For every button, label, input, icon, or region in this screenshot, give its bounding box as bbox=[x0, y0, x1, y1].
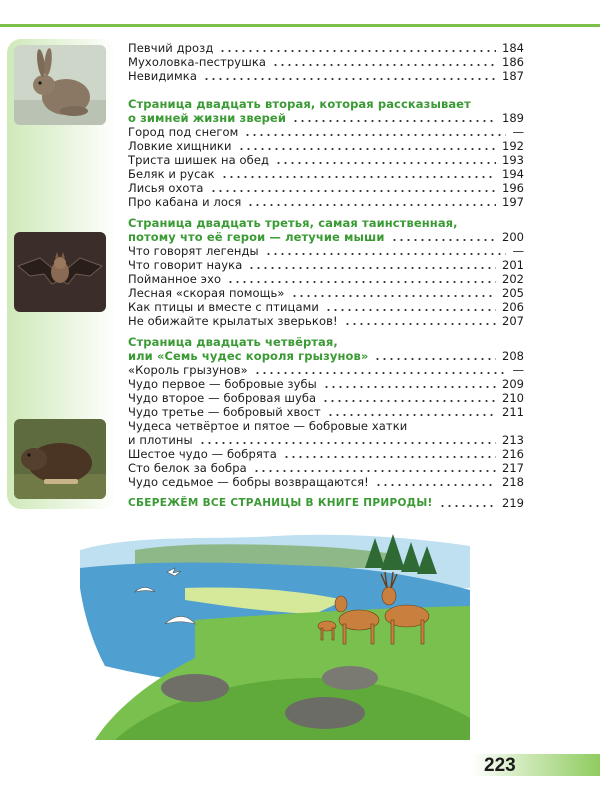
toc-page-number: 200 bbox=[502, 230, 524, 244]
toc-section-heading bbox=[128, 335, 524, 349]
toc-title: Шестое чудо — бобрята bbox=[128, 447, 277, 461]
toc-title: Страница двадцать четвёртая, bbox=[128, 335, 338, 349]
toc-item bbox=[128, 167, 524, 181]
toc-title: и плотины bbox=[128, 433, 193, 447]
toc-dot-leader bbox=[253, 461, 496, 475]
toc-page-number: — bbox=[512, 125, 524, 139]
toc-page-number: 192 bbox=[502, 139, 524, 153]
toc-dot-leader bbox=[227, 272, 496, 286]
toc-item bbox=[128, 391, 524, 405]
toc-dot-leader bbox=[247, 195, 496, 209]
hare-icon bbox=[14, 45, 106, 125]
beaver-photo bbox=[14, 419, 106, 499]
toc-page-number: 218 bbox=[502, 475, 524, 489]
toc-dot-leader bbox=[265, 244, 506, 258]
toc-dot-leader bbox=[210, 181, 496, 195]
toc-page-number: 211 bbox=[502, 405, 524, 419]
toc-page-number: 202 bbox=[502, 272, 524, 286]
toc-title: Чудо второе — бобровая шуба bbox=[128, 391, 317, 405]
toc-item bbox=[128, 300, 524, 314]
toc-dot-leader bbox=[248, 258, 496, 272]
toc-page-number: 206 bbox=[502, 300, 524, 314]
toc-title: Лисья охота bbox=[128, 181, 204, 195]
toc-page-number: 186 bbox=[502, 55, 524, 69]
toc-title: Чудо первое — бобровые зубы bbox=[128, 377, 317, 391]
toc-title: Чудо седьмое — бобры возвращаются! bbox=[128, 475, 369, 489]
toc-dot-leader bbox=[291, 286, 496, 300]
toc-dot-leader bbox=[327, 405, 496, 419]
toc-dot-leader bbox=[391, 230, 496, 244]
toc-item bbox=[128, 475, 524, 489]
top-rule bbox=[0, 24, 600, 27]
toc-dot-leader bbox=[323, 377, 496, 391]
toc-page-number: 209 bbox=[502, 377, 524, 391]
toc-dot-leader bbox=[344, 314, 496, 328]
toc-title: Триста шишек на обед bbox=[128, 153, 270, 167]
toc-title: или «Семь чудес короля грызунов» bbox=[128, 349, 369, 363]
toc-page-number: — bbox=[512, 244, 524, 258]
toc-section-heading bbox=[128, 216, 524, 230]
toc-page-number: 187 bbox=[502, 69, 524, 83]
toc-title: Сто белок за бобра bbox=[128, 461, 247, 475]
toc-page-number: 184 bbox=[502, 41, 524, 55]
toc-section-heading bbox=[128, 111, 524, 125]
toc-dot-leader bbox=[374, 349, 496, 363]
toc-title: Страница двадцать вторая, которая рассказывает bbox=[128, 97, 471, 111]
toc-item bbox=[128, 447, 524, 461]
lake-deer-icon bbox=[75, 528, 475, 740]
toc-title: Пойманное эхо bbox=[128, 272, 222, 286]
toc-section-heading bbox=[128, 349, 524, 363]
bat-photo bbox=[14, 232, 106, 312]
toc-page-number: 216 bbox=[502, 447, 524, 461]
toc-dot-leader bbox=[272, 55, 496, 69]
toc-item bbox=[128, 377, 524, 391]
toc-dot-leader bbox=[325, 300, 496, 314]
toc-title: Чудеса четвёртое и пятое — бобровые хатки bbox=[128, 419, 408, 433]
toc-title: о зимней жизни зверей bbox=[128, 111, 286, 125]
toc-page-number: 197 bbox=[502, 195, 524, 209]
toc-title: Что говорит наука bbox=[128, 258, 243, 272]
toc-title: Как птицы и вместе с птицами bbox=[128, 300, 319, 314]
toc-item bbox=[128, 139, 524, 153]
toc-item bbox=[128, 125, 524, 139]
toc-dot-leader bbox=[254, 363, 506, 377]
toc-item bbox=[128, 363, 524, 377]
toc-page-number: 213 bbox=[502, 433, 524, 447]
toc-item bbox=[128, 41, 524, 55]
toc-page-number: 194 bbox=[502, 167, 524, 181]
toc-page-number: — bbox=[512, 363, 524, 377]
beaver-icon bbox=[14, 419, 106, 499]
toc-page-number: 217 bbox=[502, 461, 524, 475]
toc-dot-leader bbox=[238, 139, 496, 153]
toc-dot-leader bbox=[283, 447, 496, 461]
toc-item bbox=[128, 314, 524, 328]
toc-title: Ловкие хищники bbox=[128, 139, 232, 153]
toc-title: потому что её герои — летучие мыши bbox=[128, 230, 385, 244]
toc-item bbox=[128, 153, 524, 167]
toc-item bbox=[128, 55, 524, 69]
toc-title: Певчий дрозд bbox=[128, 41, 214, 55]
toc-title: «Король грызунов» bbox=[128, 363, 248, 377]
toc-dot-leader bbox=[219, 41, 496, 55]
toc-item bbox=[128, 433, 524, 447]
toc-section-heading bbox=[128, 97, 524, 111]
toc-title: Мухоловка-пеструшка bbox=[128, 55, 267, 69]
toc-page-number: 189 bbox=[502, 111, 524, 125]
toc-page-number: 210 bbox=[502, 391, 524, 405]
toc-title: Не обижайте крылатых зверьков! bbox=[128, 314, 338, 328]
toc-page-number: 193 bbox=[502, 153, 524, 167]
toc-dot-leader bbox=[322, 391, 496, 405]
toc-dot-leader bbox=[439, 496, 496, 510]
toc-dot-leader bbox=[292, 111, 496, 125]
toc-title: Невидимка bbox=[128, 69, 197, 83]
toc-page-number: 219 bbox=[502, 496, 524, 510]
toc-item bbox=[128, 258, 524, 272]
toc-dot-leader bbox=[221, 167, 496, 181]
toc-item bbox=[128, 419, 524, 433]
toc-title: Чудо третье — бобровый хвост bbox=[128, 405, 321, 419]
toc-item bbox=[128, 181, 524, 195]
toc-item bbox=[128, 69, 524, 83]
toc-item bbox=[128, 272, 524, 286]
toc-title: Лесная «скорая помощь» bbox=[128, 286, 285, 300]
landscape-illustration bbox=[75, 528, 475, 740]
page-number: 223 bbox=[484, 755, 516, 776]
toc-page-number: 208 bbox=[502, 349, 524, 363]
hare-photo bbox=[14, 45, 106, 125]
toc-item bbox=[128, 461, 524, 475]
toc-item bbox=[128, 195, 524, 209]
toc-final-item bbox=[128, 496, 524, 510]
toc-title: Беляк и русак bbox=[128, 167, 215, 181]
toc-dot-leader bbox=[199, 433, 496, 447]
toc-title: Что говорят легенды bbox=[128, 244, 259, 258]
toc-item bbox=[128, 286, 524, 300]
toc-page-number: 205 bbox=[502, 286, 524, 300]
toc-section-heading bbox=[128, 230, 524, 244]
toc-title: Про кабана и лося bbox=[128, 195, 242, 209]
toc-title: Город под снегом bbox=[128, 125, 239, 139]
toc-item bbox=[128, 405, 524, 419]
toc-page-number: 201 bbox=[502, 258, 524, 272]
toc-dot-leader bbox=[203, 69, 496, 83]
toc-title: Страница двадцать третья, самая таинственная, bbox=[128, 216, 458, 230]
toc-dot-leader bbox=[375, 475, 496, 489]
toc-page-number: 196 bbox=[502, 181, 524, 195]
bat-icon bbox=[14, 232, 106, 312]
toc-page-number: 207 bbox=[502, 314, 524, 328]
toc-dot-leader bbox=[275, 153, 496, 167]
toc-title: СБЕРЕЖЁМ ВСЕ СТРАНИЦЫ В КНИГЕ ПРИРОДЫ! bbox=[128, 497, 433, 509]
toc-item bbox=[128, 244, 524, 258]
toc-dot-leader bbox=[244, 125, 506, 139]
